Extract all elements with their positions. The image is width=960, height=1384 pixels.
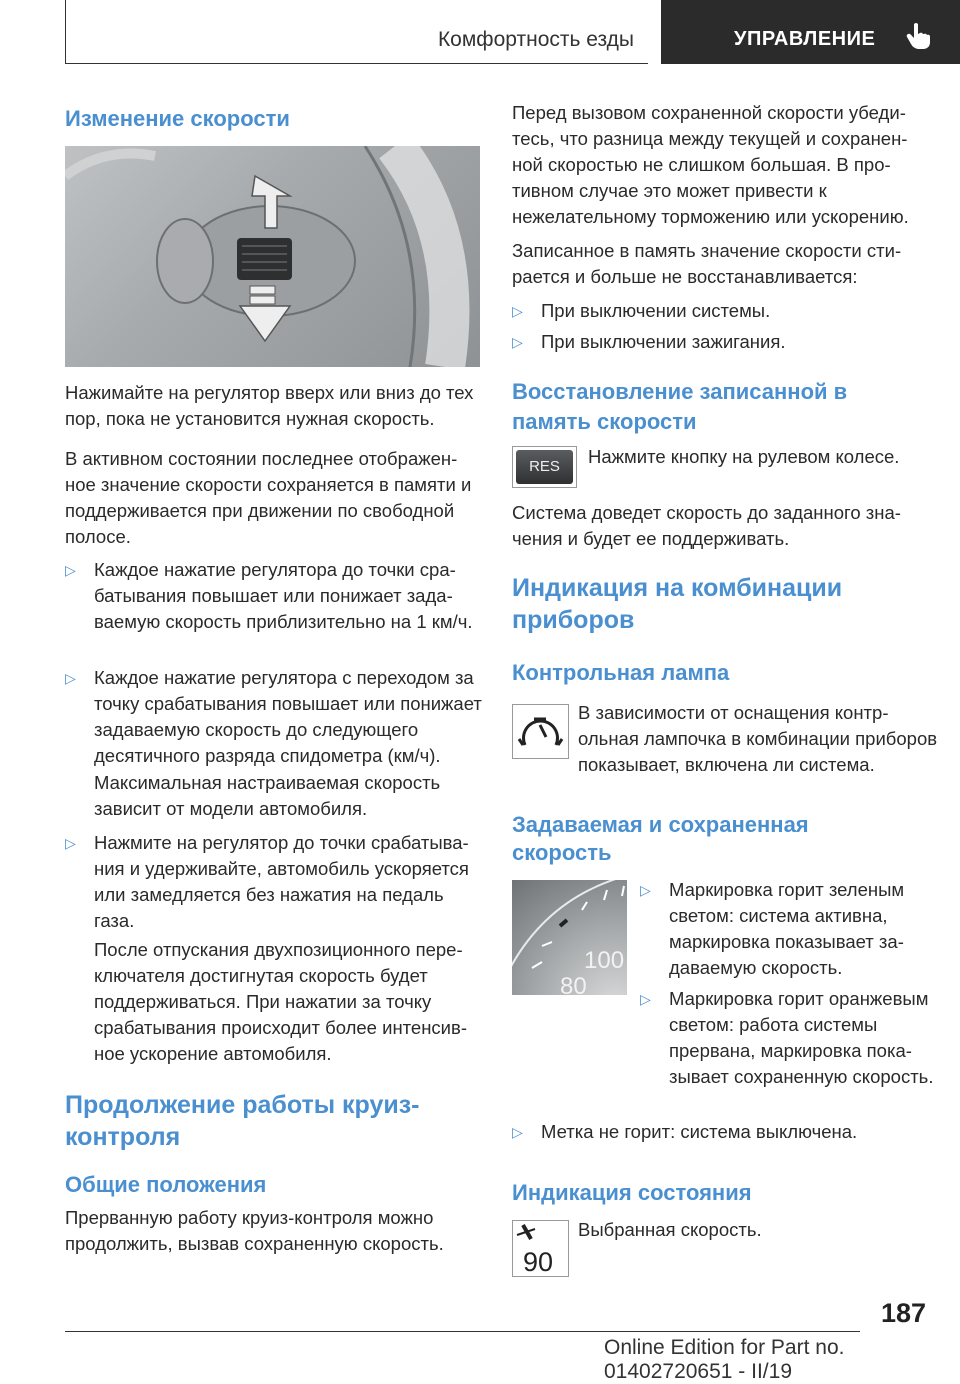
- res-button-label: RES: [529, 458, 560, 475]
- heading-status-indication: Индикация состояния: [512, 1180, 752, 1205]
- list-item-text: Маркировка горит оранжевым светом: работа системы прервана, маркировка показывает сохраненную скорость.: [669, 988, 934, 1087]
- gauge-image: [512, 880, 627, 995]
- list-item-text: Каждое нажатие регулятора с переходом за точку срабатывания повышает или понижает задаваемую скорость до следующего десятичного разряда спидометра (км/ч).: [94, 667, 482, 766]
- paragraph-active-state: В активном состоянии последнее отображенное значение скорости сохраняется в памяти и поддерживается при движении по свободной полосе.: [65, 448, 472, 547]
- list-item: [512, 298, 932, 324]
- list-item: [640, 986, 935, 1116]
- header-section: [65, 0, 648, 64]
- edition-text: Online Edition for Part no. 01402720651 - II/19: [604, 1336, 845, 1383]
- bullet-triangle-icon: ▷: [512, 334, 523, 350]
- list-item-text: При выключении системы.: [541, 300, 771, 321]
- page-number: 187: [880, 1298, 926, 1328]
- list-item: [65, 557, 480, 661]
- heading-set-speed: Задаваемая и сохраненная скорость: [512, 812, 809, 865]
- bullet-triangle-icon: ▷: [65, 835, 76, 851]
- bullet-triangle-icon: ▷: [640, 882, 651, 898]
- steering-control-image: [65, 146, 480, 367]
- paragraph-continue: Прерванную работу круиз-контроля можно продолжить, вызвав сохраненную скорость.: [65, 1207, 444, 1254]
- header-chapter-title: УПРАВЛЕНИЕ: [734, 28, 876, 50]
- list-item: [512, 1119, 932, 1145]
- gauge-label-100: 100: [584, 947, 625, 974]
- bullet-triangle-icon: ▷: [65, 670, 76, 686]
- header-chapter: [661, 0, 960, 64]
- paragraph-press-regulator: Нажимайте на регулятор вверх или вниз до тех пор, пока не установится нужная скорость.: [65, 382, 474, 429]
- list-item: [640, 877, 935, 981]
- header-section-title: Комфортность езды: [437, 28, 634, 51]
- note-after-release: После отпускания двухпозиционного переключателя достигнутая скорость будет поддерживаться. При нажатии за точку срабатывания происходит более интенсивное ускорение автомобиля.: [94, 939, 468, 1064]
- note-max-speed: Максимальная настраиваемая скорость зависит от модели автомобиля.: [94, 772, 441, 819]
- bullet-triangle-icon: ▷: [512, 1124, 523, 1140]
- footer-divider: [65, 1331, 860, 1332]
- heading-instrument-indication: Индикация на комбинации приборов: [512, 574, 843, 634]
- paragraph-erased: Записанное в память значение скорости стирается и больше не восстанавливается:: [512, 240, 902, 287]
- bullet-triangle-icon: ▷: [512, 303, 523, 319]
- status-speed-value: 90: [523, 1247, 554, 1276]
- hand-pointer-icon: [905, 22, 931, 50]
- bullet-triangle-icon: ▷: [65, 562, 76, 578]
- paragraph-system-reach: Система доведет скорость до заданного значения и будет ее поддерживать.: [512, 502, 901, 549]
- paragraph-lamp: В зависимости от оснащения контрольная лампочка в комбинации приборов показывает, включена ли система.: [578, 702, 938, 775]
- list-item-text: При выключении зажигания.: [541, 331, 786, 352]
- paragraph-before-recall: Перед вызовом сохраненной скорости убедитесь, что разница между текущей и сохраненной скоростью не слишком большая. В противном случае это может привести к нежелательному торможению или ускорению.: [512, 102, 909, 227]
- status-speed-icon: [512, 1220, 569, 1277]
- list-item: [512, 329, 932, 355]
- heading-continue-cruise: Продолжение работы круиз-контроля: [65, 1091, 420, 1151]
- list-item-text: Нажмите на регулятор до точки срабатывания и удерживайте, автомобиль ускоряется или замедляется без нажатия на педаль газа.: [94, 832, 469, 931]
- list-item-text: Маркировка горит зеленым светом: система активна, маркировка показывает задаваемую скорость.: [669, 879, 905, 978]
- heading-general: Общие положения: [65, 1172, 267, 1197]
- heading-speed-change: Изменение скорости: [65, 106, 290, 131]
- heading-restore-speed: Восстановление записанной в память скорости: [512, 379, 848, 434]
- list-item: [65, 830, 483, 934]
- list-item-text: Каждое нажатие регулятора до точки срабатывания повышает или понижает задаваемую скорость приблизительно на 1 км/ч.: [94, 559, 473, 632]
- paragraph-selected-speed: Выбранная скорость.: [578, 1219, 762, 1240]
- list-item: [65, 665, 483, 769]
- bullet-triangle-icon: ▷: [640, 991, 651, 1007]
- list-item-text: Метка не горит: система выключена.: [541, 1121, 858, 1142]
- gauge-label-80: 80: [560, 973, 587, 995]
- paragraph-press-res: Нажмите кнопку на рулевом колесе.: [588, 446, 900, 467]
- res-button-image: [512, 446, 577, 488]
- heading-indicator-lamp: Контрольная лампа: [512, 660, 730, 685]
- speedometer-icon: [512, 704, 569, 759]
